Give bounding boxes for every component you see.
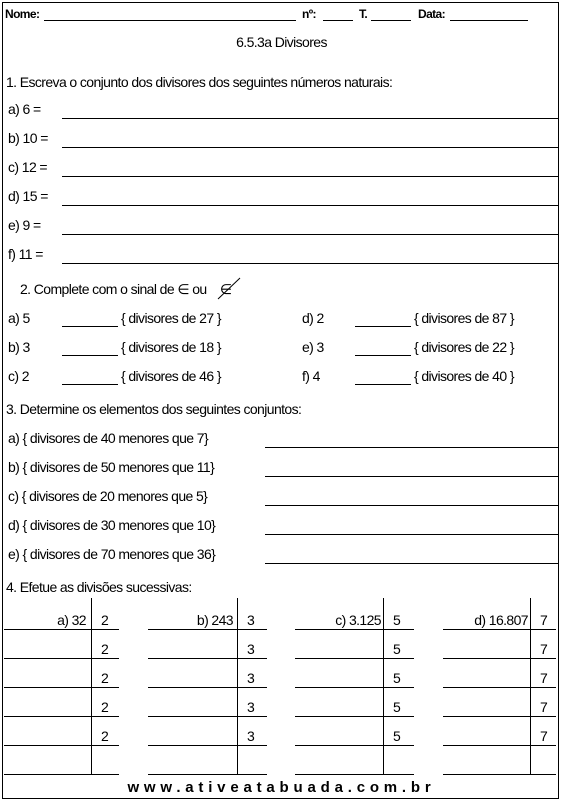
- q3-answer-line[interactable]: [265, 563, 559, 564]
- q1-answer-line[interactable]: [62, 118, 559, 119]
- q1-item-label: f) 11 =: [8, 246, 43, 262]
- division-divisor: 3: [247, 641, 255, 657]
- division-divisor: 5: [393, 612, 401, 628]
- division-divisor: 3: [247, 728, 255, 744]
- division-row-line[interactable]: [295, 687, 414, 688]
- division-row-line[interactable]: [148, 687, 267, 688]
- division-row-line[interactable]: [4, 745, 119, 746]
- division-row-line[interactable]: [443, 774, 556, 775]
- q1-item-label: d) 15 =: [8, 188, 48, 204]
- division-row-line[interactable]: [295, 629, 414, 630]
- nome-label: Nome:: [5, 7, 40, 21]
- division-divisor: 5: [393, 641, 401, 657]
- q1-answer-line[interactable]: [62, 176, 559, 177]
- division-row-line[interactable]: [443, 687, 556, 688]
- numero-label: nº:: [302, 7, 316, 21]
- division-row-line[interactable]: [4, 716, 119, 717]
- q1-answer-line[interactable]: [62, 147, 559, 148]
- q3-answer-line[interactable]: [265, 534, 559, 535]
- worksheet-title: 6.5.3a Divisores: [236, 34, 327, 50]
- q2-item-set: { divisores de 87 }: [414, 310, 514, 326]
- division-divider-line: [383, 598, 384, 774]
- q3-heading: 3. Determine os elementos dos seguintes conjuntos:: [6, 401, 302, 417]
- q2-item-label: d) 2: [302, 310, 324, 326]
- q2-answer-blank[interactable]: [355, 326, 411, 327]
- division-divisor: 5: [393, 670, 401, 686]
- q2-item-set: { divisores de 46 }: [121, 368, 221, 384]
- q1-item-label: c) 12 =: [8, 159, 47, 175]
- division-row-line[interactable]: [295, 774, 414, 775]
- q2-item-set: { divisores de 27 }: [121, 310, 221, 326]
- data-field[interactable]: [450, 20, 528, 21]
- nome-field[interactable]: [44, 20, 296, 21]
- q3-answer-line[interactable]: [265, 447, 559, 448]
- q3-item-label: c) { divisores de 20 menores que 5}: [8, 488, 208, 504]
- division-row-line[interactable]: [295, 716, 414, 717]
- q2-answer-blank[interactable]: [62, 326, 118, 327]
- division-divisor: 7: [540, 670, 548, 686]
- turma-label: T.: [359, 7, 368, 21]
- division-row-line[interactable]: [148, 745, 267, 746]
- division-row-line[interactable]: [148, 716, 267, 717]
- q2-heading: [20, 281, 232, 298]
- division-divisor: 7: [540, 612, 548, 628]
- division-divisor: 7: [540, 641, 548, 657]
- division-divider-line: [530, 598, 531, 774]
- q2-answer-blank[interactable]: [62, 355, 118, 356]
- division-row-line[interactable]: [443, 629, 556, 630]
- q3-item-label: e) { divisores de 70 menores que 36}: [8, 546, 216, 562]
- not-element-glyph: ∈: [219, 281, 232, 297]
- division-row-line[interactable]: [148, 658, 267, 659]
- q2-item-set: { divisores de 22 }: [414, 339, 514, 355]
- numero-field[interactable]: [323, 20, 353, 21]
- q2-item-set: { divisores de 40 }: [414, 368, 514, 384]
- q1-answer-line[interactable]: [62, 263, 559, 264]
- q3-item-label: d) { divisores de 30 menores que 10}: [8, 517, 216, 533]
- q1-heading: 1. Escreva o conjunto dos divisores dos seguintes números naturais:: [6, 74, 393, 90]
- division-divisor: 3: [247, 699, 255, 715]
- q2-answer-blank[interactable]: [355, 384, 411, 385]
- q2-item-set: { divisores de 18 }: [121, 339, 221, 355]
- data-label: Data:: [418, 7, 446, 21]
- division-row-line[interactable]: [443, 745, 556, 746]
- division-row-line[interactable]: [4, 774, 119, 775]
- q1-answer-line[interactable]: [62, 234, 559, 235]
- q3-answer-line[interactable]: [265, 505, 559, 506]
- division-divisor: 7: [540, 699, 548, 715]
- turma-field[interactable]: [371, 20, 411, 21]
- q2-item-label: f) 4: [302, 368, 320, 384]
- q1-item-label: a) 6 =: [8, 101, 41, 117]
- footer-website: www.ativeatabuada.com.br: [127, 779, 436, 796]
- division-divider-line: [91, 598, 92, 774]
- division-divider-line: [237, 598, 238, 774]
- division-row-line[interactable]: [443, 658, 556, 659]
- division-row-line[interactable]: [148, 629, 267, 630]
- q4-heading: 4. Efetue as divisões sucessivas:: [6, 579, 192, 595]
- division-dividend-label: d) 16.807: [474, 612, 528, 628]
- q2-item-label: a) 5: [8, 310, 30, 326]
- division-divisor: 3: [247, 670, 255, 686]
- q2-item-label: c) 2: [8, 368, 29, 384]
- division-divisor: 5: [393, 699, 401, 715]
- division-row-line[interactable]: [4, 658, 119, 659]
- q3-answer-line[interactable]: [265, 476, 559, 477]
- q1-answer-line[interactable]: [62, 205, 559, 206]
- slash-icon: [216, 277, 242, 301]
- division-divisor: 3: [247, 612, 255, 628]
- division-dividend-label: b) 243: [196, 612, 233, 628]
- division-row-line[interactable]: [295, 658, 414, 659]
- division-divisor: 2: [101, 670, 109, 686]
- division-row-line[interactable]: [4, 687, 119, 688]
- q2-answer-blank[interactable]: [62, 384, 118, 385]
- division-row-line[interactable]: [443, 716, 556, 717]
- division-dividend-label: a) 32: [57, 612, 86, 628]
- q3-item-label: a) { divisores de 40 menores que 7}: [8, 430, 209, 446]
- q2-heading-text: 2. Complete com o sinal de ∈ ou: [20, 281, 207, 297]
- division-divisor: 2: [101, 612, 109, 628]
- q3-item-label: b) { divisores de 50 menores que 11}: [8, 459, 215, 475]
- division-divisor: 5: [393, 728, 401, 744]
- division-divisor: 7: [540, 728, 548, 744]
- division-divisor: 2: [101, 728, 109, 744]
- division-divisor: 2: [101, 699, 109, 715]
- q1-item-label: b) 10 =: [8, 130, 48, 146]
- division-row-line[interactable]: [148, 774, 267, 775]
- division-dividend-label: c) 3.125: [335, 612, 381, 628]
- q2-item-label: b) 3: [8, 339, 30, 355]
- not-element-symbol: [220, 281, 232, 298]
- division-row-line[interactable]: [295, 745, 414, 746]
- division-divisor: 2: [101, 641, 109, 657]
- q1-item-label: e) 9 =: [8, 217, 41, 233]
- q2-answer-blank[interactable]: [355, 355, 411, 356]
- division-row-line[interactable]: [4, 629, 119, 630]
- q2-item-label: e) 3: [302, 339, 324, 355]
